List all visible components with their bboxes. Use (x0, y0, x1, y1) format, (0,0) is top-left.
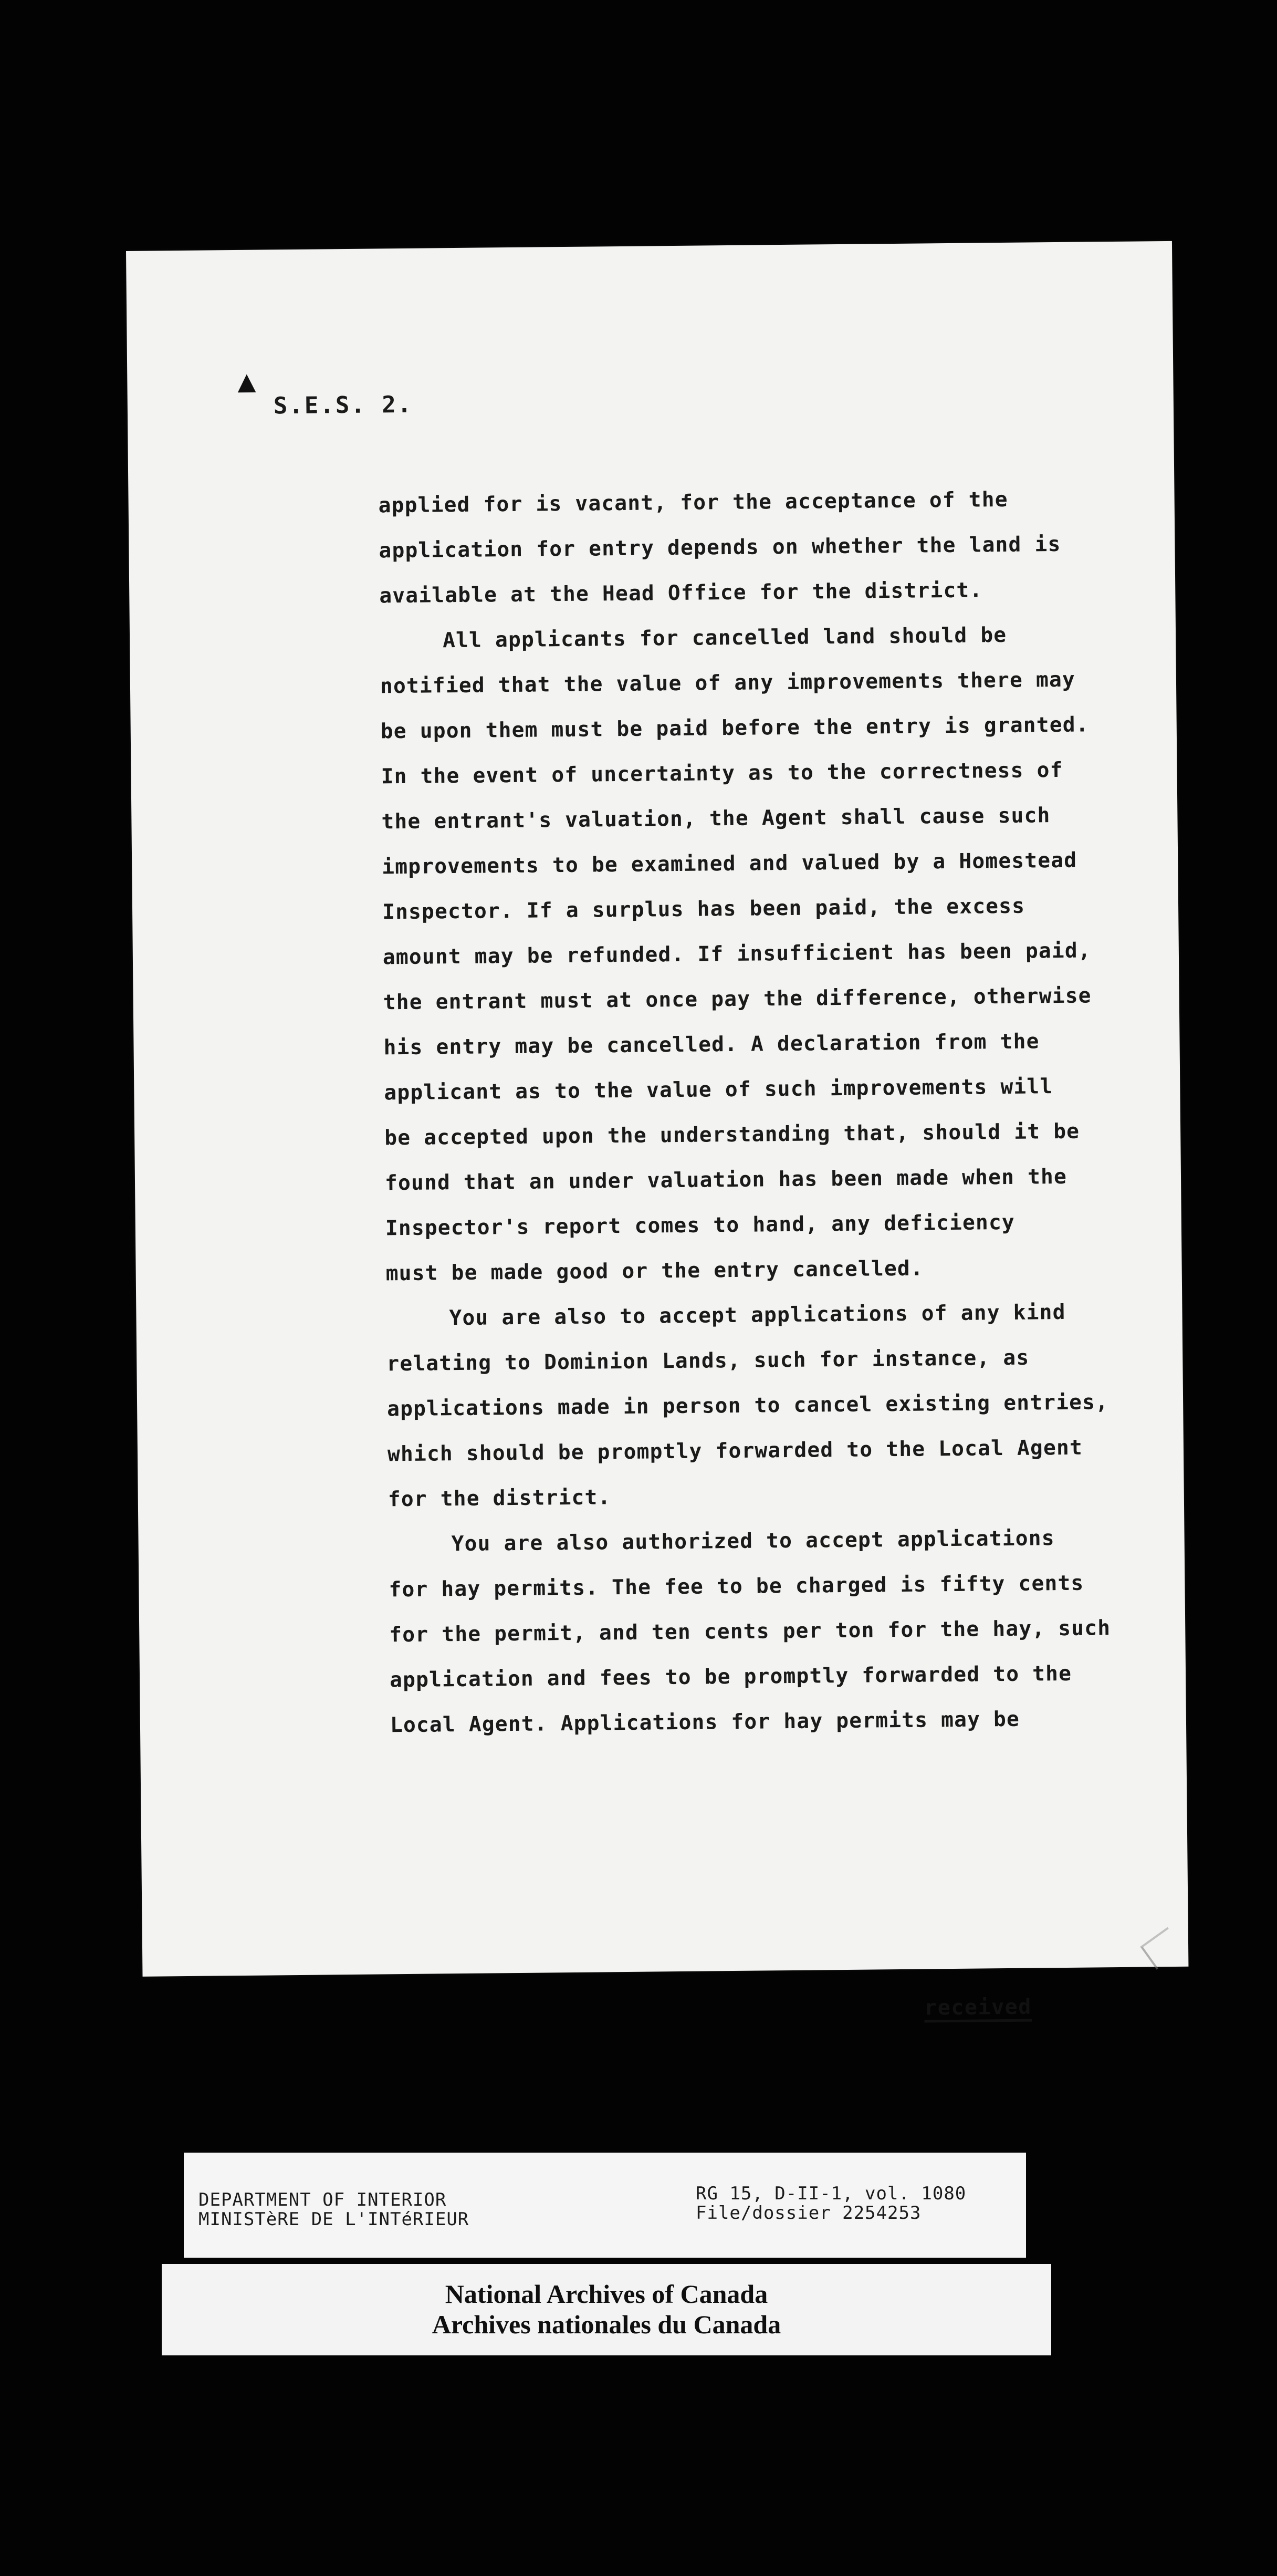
record-group-ref: RG 15, D-II-1, vol. 1080 (696, 2183, 967, 2204)
typed-line: application for entry depends on whether the land is (379, 532, 1061, 563)
page-reference: S.E.S. 2. (273, 391, 413, 420)
typed-line: found that an under valuation has been made when the (384, 1164, 1067, 1196)
typed-line: application and fees to be promptly forwarded to the (389, 1661, 1072, 1692)
typed-line: available at the Head Office for the district. (379, 578, 983, 608)
archives-name-fr: Archives nationales du Canada (432, 2310, 781, 2339)
typed-line: be accepted upon the understanding that, should it be (384, 1119, 1080, 1150)
pen-mark-icon: ▲ (237, 362, 256, 399)
catchword: received (924, 1995, 1032, 2020)
folded-corner (1140, 1927, 1184, 1970)
typed-line: Local Agent. Applications for hay permits may be (390, 1707, 1020, 1738)
typed-line: You are also authorized to accept applications (451, 1526, 1055, 1556)
typed-line: the entrant must at once pay the difference, otherwise (383, 983, 1092, 1015)
typed-page (126, 241, 1188, 2020)
typed-line: must be made good or the entry cancelled. (385, 1256, 924, 1286)
typed-line: In the event of uncertainty as to the correctness of (381, 757, 1063, 789)
typed-line: for the district. (388, 1485, 611, 1512)
typed-body (378, 476, 1125, 1748)
department-fr: MINISTèRE DE L'INTéRIEUR (198, 2209, 469, 2230)
department-label (184, 2153, 1026, 2258)
file-number: File/dossier 2254253 (696, 2203, 922, 2224)
typed-line: relating to Dominion Lands, such for instance, as (386, 1345, 1030, 1376)
typed-line: Inspector. If a surplus has been paid, the excess (382, 894, 1025, 925)
file-reference (696, 2184, 966, 2223)
archives-label (162, 2264, 1051, 2355)
typed-line: his entry may be cancelled. A declaration from the (383, 1029, 1040, 1060)
typed-line: Inspector's report comes to hand, any deficiency (385, 1210, 1016, 1241)
typed-line: be upon them must be paid before the entry is granted. (380, 712, 1089, 744)
typed-line: notified that the value of any improvements there may (380, 667, 1076, 699)
department-en: DEPARTMENT OF INTERIOR (198, 2189, 447, 2210)
typed-line: amount may be refunded. If insufficient has been paid, (382, 938, 1092, 970)
typed-line: which should be promptly forwarded to the Local Agent (387, 1435, 1083, 1467)
archives-name-en: National Archives of Canada (445, 2279, 768, 2309)
typed-line: improvements to be examined and valued by a Homestead (382, 848, 1077, 879)
typed-line: You are also to accept applications of any kind (449, 1300, 1066, 1331)
typed-line: All applicants for cancelled land should be (442, 622, 1007, 653)
typed-line: applied for is vacant, for the acceptance of the (378, 487, 1008, 518)
typed-line: for the permit, and ten cents per ton for the hay, such (389, 1616, 1111, 1647)
typed-line: for hay permits. The fee to be charged is fifty cents (389, 1571, 1084, 1602)
typed-line: the entrant's valuation, the Agent shall cause such (381, 803, 1051, 834)
typed-line: applicant as to the value of such improvements will (384, 1074, 1053, 1105)
department-names (198, 2190, 469, 2229)
typed-line: applications made in person to cancel existing entries, (386, 1390, 1109, 1421)
